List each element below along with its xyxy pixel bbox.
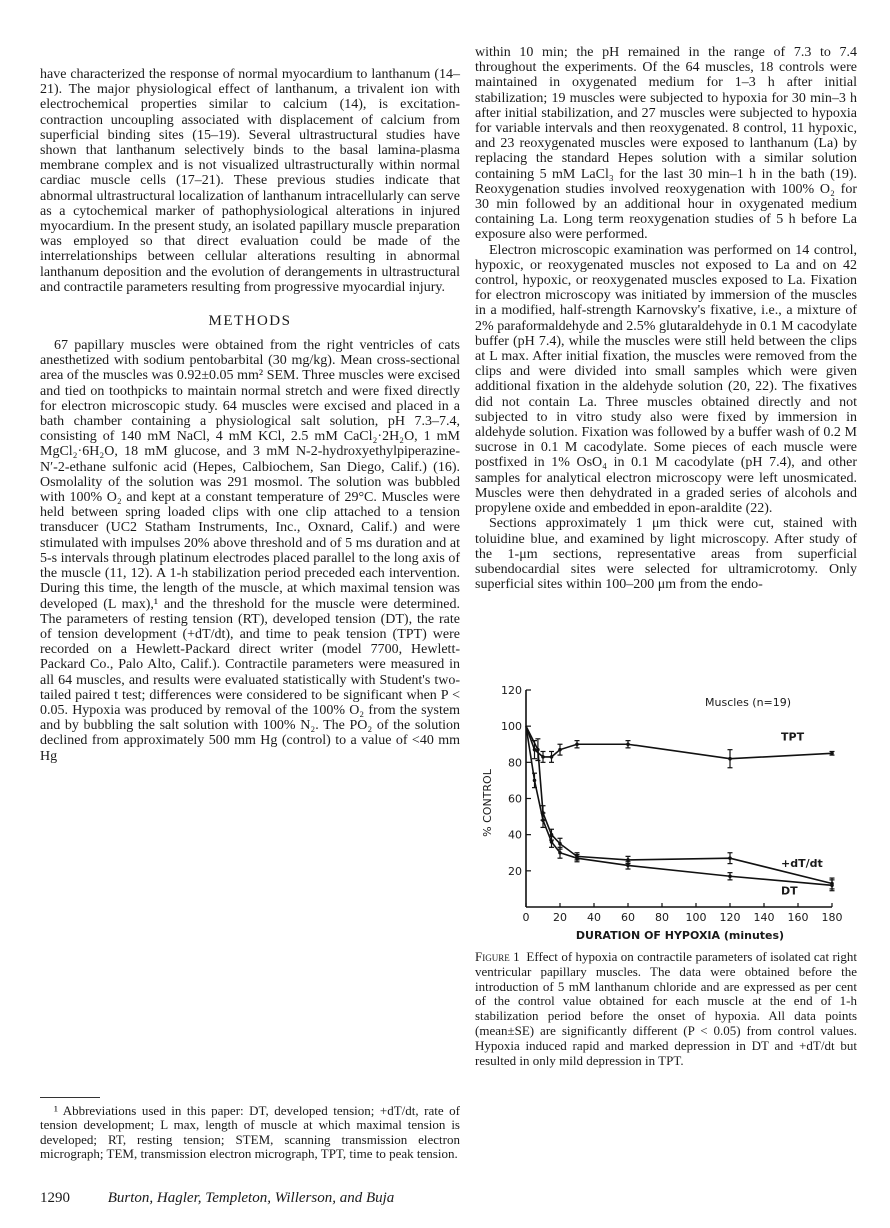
right-column-text — [475, 45, 857, 653]
data-point — [626, 742, 630, 746]
methods-heading: METHODS — [208, 313, 292, 330]
figure-1-chart — [480, 653, 857, 948]
chart-plot-area — [501, 684, 843, 924]
figure-label: Figure 1 — [475, 949, 520, 964]
y-tick-label: 120 — [501, 684, 522, 697]
data-point — [550, 755, 554, 759]
x-tick-label: 120 — [719, 911, 741, 924]
data-point — [558, 851, 562, 855]
figure-caption-text: Effect of hypoxia on contractile parameters of isolated cat right ventricular papillary muscles. The data were obtained before the introduction of 5 mM lanthanum chloride and are expressed as per cent of the control value obtained for each muscle at the end of 1-h stabilization period before the onset of hypoxia. All data points (mean±SE) are significantly different (P < 0.05) from control values. Hypoxia induced rapid and marked depression in DT and +dT/dt but resulted in only mild depression in TPT. — [475, 949, 857, 1068]
figure-caption — [475, 950, 857, 1068]
paragraph: Electron microscopic examination was performed on 14 control, hypoxic, or reoxygenated muscles not exposed to La and on 42 control, hypoxic, or reoxygenated muscles exposed to La. Fixation for electron microscopy was initiated by immersion of the muscles in a modified, half-strength Karnovsky's fixative, i.e., a mixture of 2% paraformaldehyde and 2.5% glutaraldehyde in 0.1 M cacodylate buffer (pH 7.4), while the muscles were still held between the clips at L max. After initial fixation, the muscles were removed from the clips and were divided into small samples which were given additional fixation in the aldehyde solution (20, 22). The fixatives did not contain La. Three muscles obtained directly and not subjected to in vitro study also were fixed by immersion in aldehyde solution. Fixation was followed by a buffer wash of 0.2 M sucrose in 0.1 M cacodylate. Some pieces of each muscle were postfixed in 1% OsO₄ in 0.1 M cacodylate (pH 7.4), and other samples for analytical electron microscopy were left unosmicated. Muscles were then dehydrated in a graded series of alcohols and propylene oxide and embedded in epon-araldite (22). — [475, 242, 857, 517]
y-tick-label: 20 — [508, 864, 522, 878]
series-label: TPT — [781, 730, 805, 744]
x-tick-label: 60 — [621, 911, 635, 924]
y-tick-label: 40 — [508, 828, 522, 842]
y-axis-title: % CONTROL — [481, 769, 494, 837]
right-column — [475, 45, 857, 1068]
data-point — [728, 757, 732, 761]
data-point — [728, 874, 732, 878]
page-footer — [40, 1190, 394, 1207]
running-authors: Burton, Hagler, Templeton, Willerson, and Buja — [107, 1190, 395, 1206]
methods-paragraph — [40, 338, 460, 764]
footnote-text: ¹ Abbreviations used in this paper: DT, developed tension; +dT/dt, rate of tension development; L max, length of muscle at which maximal tension is developed; RT, resting tension; STEM, scanning transmission electron micrograph; TEM, transmission electron micrograph, TPT, time to peak tension. — [40, 1102, 460, 1162]
data-point — [558, 748, 562, 752]
left-column — [40, 67, 460, 1162]
data-point — [536, 748, 540, 752]
data-point — [626, 864, 630, 868]
footnote — [40, 1104, 460, 1162]
paragraph: Sections approximately 1 μm thick were cut, stained with toluidine blue, and examined by light microscopy. After study of the 1-μm sections, representative areas from superficial subendocardial sites were selected for ultramicrotomy. Only superficial sites within 100–200 μm from the endo- — [475, 516, 857, 593]
data-point — [541, 755, 545, 759]
y-tick-label: 80 — [508, 756, 522, 770]
footnote-block — [40, 1085, 460, 1162]
data-point — [541, 818, 545, 822]
intro-paragraph-text: have characterized the response of normal myocardium to lanthanum (14–21). The major physiological effect of lanthanum, a trivalent ion with electrochemical properties similar to calcium (14), is excitation-contraction uncoupling associated with displacement of calcium from superficial binding sites (15–19). Several ultrastructural studies have shown that lanthanum selectively binds to the basal lamina-plasma membrane complex and is not visualized ultrastructurally within normal cardiac muscle cells (17–21). These previous studies indicate that abnormal ultrastructural localization of lanthanum intracellularly can serve as a cytochemical marker of pathophysiological alterations in injured myocardium. In the present study, an isolated papillary muscle preparation was employed so that direct evaluation could be made of the interrelationships between cellular alterations resulting in abnormal lanthanum deposition and the evolution of derangements in ultrastructural and contractile parameters resulting from progressive myocardial injury. — [40, 67, 460, 295]
data-point — [550, 840, 554, 844]
intro-paragraph — [40, 67, 460, 295]
footnote-divider — [40, 1097, 100, 1098]
series-label: DT — [781, 884, 798, 898]
data-point — [533, 779, 537, 783]
x-tick-label: 180 — [821, 911, 843, 924]
y-tick-label: 100 — [501, 720, 522, 734]
data-point — [830, 884, 834, 888]
page-number: 1290 — [40, 1190, 70, 1206]
data-point — [558, 842, 562, 846]
x-tick-label: 0 — [522, 911, 530, 924]
methods-paragraph-text: 67 papillary muscles were obtained from the right ventricles of cats anesthetized with sodium pentobarbital (30 mg/kg). Mean cross-sectional area of the muscles was 0.92±0.05 mm² SEM. Three muscles were excised and tied on toothpicks to maintain normal stretch and were fixed directly for electron microscopic study. 64 muscles were excised and placed in a bath chamber containing a physiological salt solution, pH 7.3–7.4, consisting of 140 mM NaCl, 4 mM KCl, 2.5 mM CaCl₂·2H₂O, 1 mM MgCl₂·6H₂O, 18 mM glucose, and 3 mM N-2-hydroxyethylpiperazine-N′-2-ethane sulfonic acid (Hepes, Calbiochem, San Diego, Calif.) (16). Osmolality of the solution was 291 mosmol. The solution was bubbled with 100% O₂ and kept at a constant temperature of 29°C. Muscles were held between spring loaded clips with one clip attached to a tension transducer (UC2 Statham Instruments, Inc., Oxnard, Calif.) and were stimulated with impulses 20% above threshold and of 5 ms duration and at 5-s intervals through platinum electrodes placed parallel to the long axis of the muscle (11, 12). A 1-h stabilization period preceded each intervention. During this time, the length of the muscle, at which maximal tension was developed (L max),¹ and the threshold for the muscle were determined. The parameters of resting tension (RT), developed tension (DT), the rate of tension development (+dT/dt), and time to peak tension (TPT) were recorded on a Hewlett-Packard direct writer (model 7700, Hewlett-Packard Co., Palo Alto, Calif.). Contractile parameters were measured in all 64 muscles, and results were evaluated statistically with Student's two-tailed paired t test; differences were considered to be significant when P < 0.05. Hypoxia was produced by removal of the 100% O₂ from the system and by bubbling the salt solution with 100% N₂. The PO₂ of the solution declined from approximately 500 mm Hg (control) to a value of <40 mm Hg — [40, 338, 460, 764]
y-tick-label: 60 — [508, 792, 522, 806]
data-point — [533, 748, 537, 752]
x-axis-title: DURATION OF HYPOXIA (minutes) — [575, 929, 785, 942]
data-point — [830, 751, 834, 755]
x-tick-label: 80 — [655, 911, 669, 924]
x-tick-label: 140 — [753, 911, 775, 924]
chart-annotation: Muscles (n=19) — [705, 696, 792, 709]
data-point — [575, 856, 579, 860]
x-tick-label: 160 — [787, 911, 809, 924]
x-tick-label: 100 — [685, 911, 707, 924]
paragraph: within 10 min; the pH remained in the range of 7.3 to 7.4 throughout the experiments. Of the 64 muscles, 18 controls were maintained in oxygenated medium for 1–3 h after initial stabilization; 19 muscles were subjected to hypoxia for 30 min–3 h after initial stabilization, and 27 muscles were subjected to hypoxia for variable intervals and then reoxygenated. 8 control, 11 hypoxic, and 23 reoxygenated muscles were exposed to lanthanum (La) by replacing the standard Hepes solution with a similar solution containing 5 mM LaCl₃ for the last 30 min–1 h in the bath (19). Reoxygenation studies involved reoxygenation with 100% O₂ for 30 min followed by an additional hour in oxygenated medium containing La. Long term reoxygenation studies of 5 h before La exposure also were performed. — [475, 45, 857, 243]
x-tick-label: 40 — [587, 911, 601, 924]
data-point — [575, 742, 579, 746]
data-point — [728, 856, 732, 860]
series-label: +dT/dt — [781, 857, 823, 871]
x-tick-label: 20 — [553, 911, 567, 924]
